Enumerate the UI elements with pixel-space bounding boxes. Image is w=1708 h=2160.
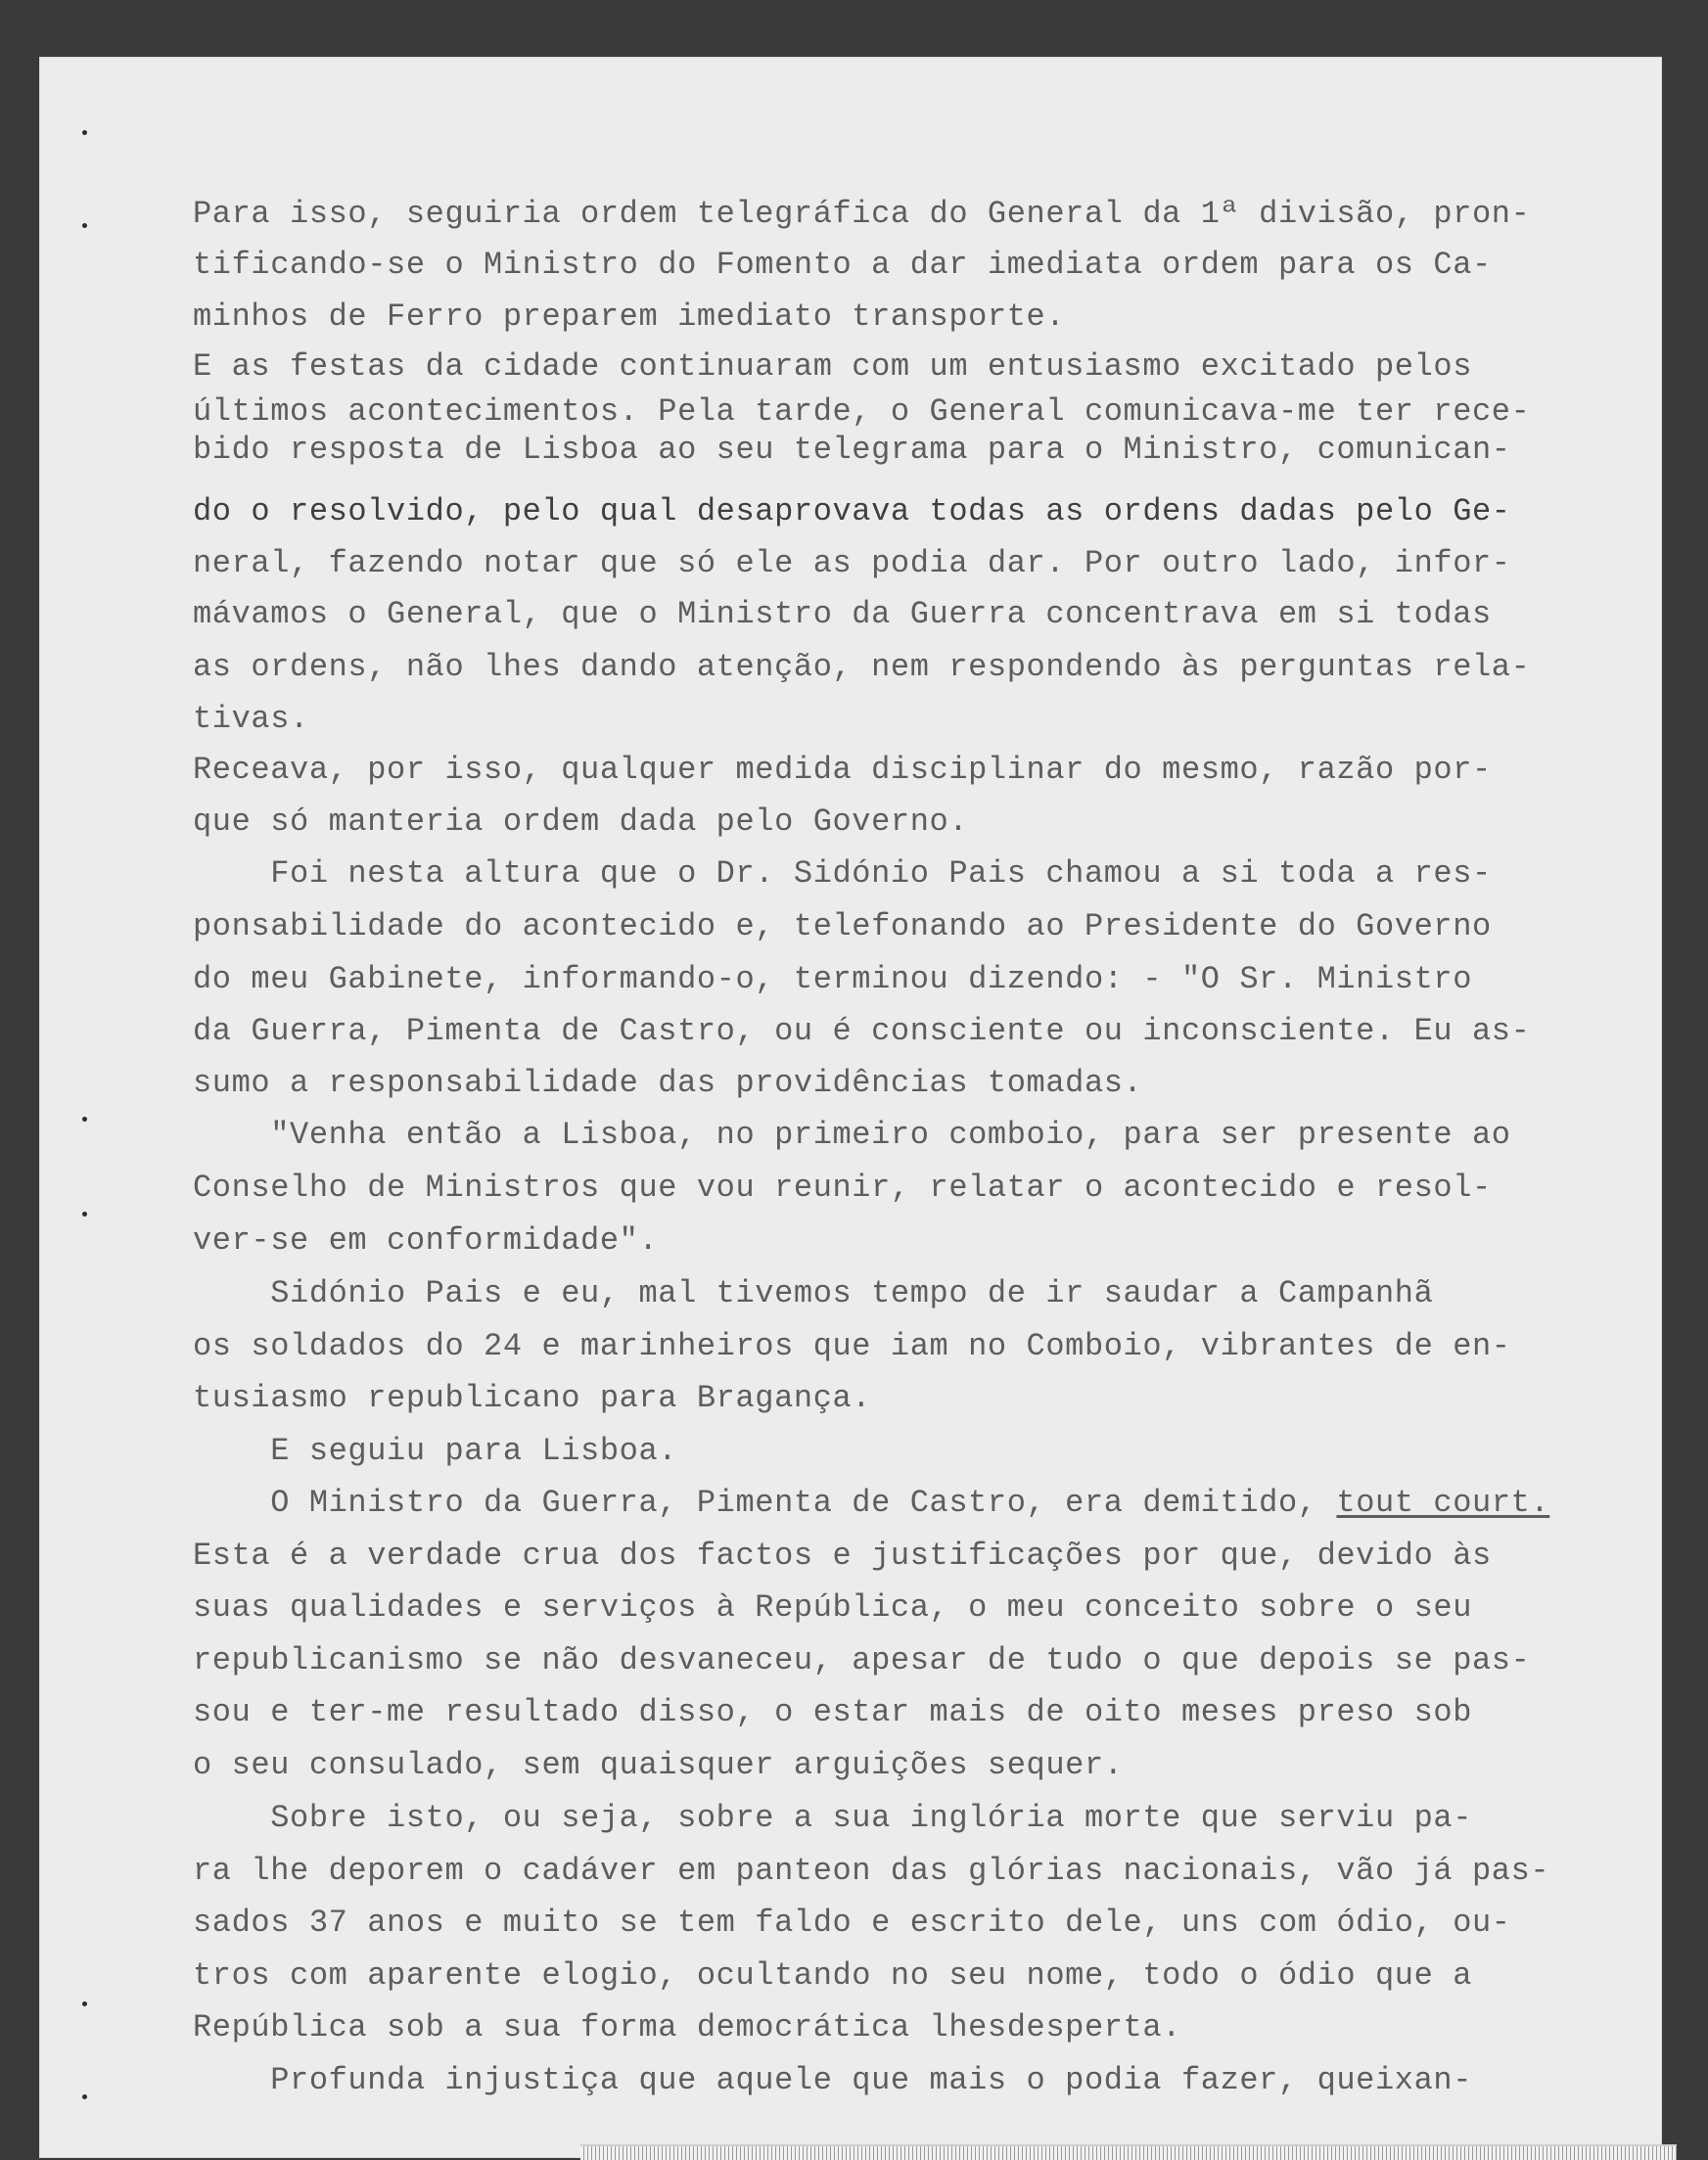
text-line: minhos de Ferro preparem imediato transporte. bbox=[193, 299, 1066, 335]
text-line: últimos acontecimentos. Pela tarde, o General comunicava-me ter rece- bbox=[193, 393, 1531, 430]
text-line: tros com aparente elogio, ocultando no seu nome, todo o ódio que a bbox=[193, 1957, 1473, 1994]
punch-hole-mark bbox=[82, 130, 87, 135]
text-line: Conselho de Ministros que vou reunir, relatar o acontecido e resol- bbox=[193, 1170, 1492, 1206]
text-line: E seguiu para Lisboa. bbox=[193, 1433, 678, 1469]
text-line-with-underline bbox=[193, 1484, 1549, 1523]
text-line: ra lhe deporem o cadáver em panteon das glórias nacionais, vão já pas- bbox=[193, 1853, 1550, 1889]
text-line: "Venha então a Lisboa, no primeiro comboio, para ser presente ao bbox=[193, 1117, 1511, 1153]
text-line: suas qualidades e serviços à República, o meu conceito sobre o seu bbox=[193, 1589, 1473, 1626]
text-line: ponsabilidade do acontecido e, telefonando ao Presidente do Governo bbox=[193, 908, 1492, 944]
text-line: Sobre isto, ou seja, sobre a sua inglória morte que serviu pa- bbox=[193, 1800, 1473, 1836]
text-line: bido resposta de Lisboa ao seu telegrama para o Ministro, comunican- bbox=[193, 432, 1511, 468]
text-line: do meu Gabinete, informando-o, terminou dizendo: - "O Sr. Ministro bbox=[193, 961, 1473, 997]
text-line: tivas. bbox=[193, 701, 309, 737]
text-line: Esta é a verdade crua dos factos e justificações por que, devido às bbox=[193, 1538, 1492, 1574]
text-line: Para isso, seguiria ordem telegráfica do General da 1ª divisão, pron- bbox=[193, 196, 1531, 232]
text-line: sados 37 anos e muito se tem faldo e escrito dele, uns com ódio, ou- bbox=[193, 1905, 1511, 1941]
text-line: sou e ter-me resultado disso, o estar mais de oito meses preso sob bbox=[193, 1694, 1473, 1730]
text-line: Receava, por isso, qualquer medida disciplinar do mesmo, razão por- bbox=[193, 752, 1492, 788]
text-line: republicanismo se não desvaneceu, apesar de tudo o que depois se pas- bbox=[193, 1642, 1531, 1678]
text-line: E as festas da cidade continuaram com um entusiasmo excitado pelos bbox=[193, 348, 1473, 385]
text-line: Foi nesta altura que o Dr. Sidónio Pais chamou a si toda a res- bbox=[193, 855, 1492, 892]
text-line: do o resolvido, pelo qual desaprovava todas as ordens dadas pelo Ge- bbox=[193, 493, 1511, 529]
text-line: que só manteria ordem dada pelo Governo. bbox=[193, 804, 969, 840]
punch-hole-mark bbox=[82, 2001, 87, 2006]
text-line-segment: O Ministro da Guerra, Pimenta de Castro, era demitido, bbox=[193, 1485, 1317, 1521]
text-line: Sidónio Pais e eu, mal tivemos tempo de ir saudar a Campanhã bbox=[193, 1275, 1434, 1311]
punch-hole-mark bbox=[82, 1117, 87, 1122]
punch-hole-mark bbox=[82, 2094, 87, 2099]
text-line: Profunda injustiça que aquele que mais o podia fazer, queixan- bbox=[193, 2062, 1473, 2098]
text-line: tusiasmo republicano para Bragança. bbox=[193, 1380, 872, 1416]
text-line: ver-se em conformidade". bbox=[193, 1222, 659, 1259]
text-line: neral, fazendo notar que só ele as podia dar. Por outro lado, infor- bbox=[193, 545, 1511, 581]
punch-hole-mark bbox=[82, 1212, 87, 1217]
text-line: os soldados do 24 e marinheiros que iam no Comboio, vibrantes de en- bbox=[193, 1328, 1511, 1364]
text-line: sumo a responsabilidade das providências tomadas. bbox=[193, 1065, 1143, 1101]
text-line: da Guerra, Pimenta de Castro, ou é consciente ou inconsciente. Eu as- bbox=[193, 1013, 1531, 1049]
punch-hole-mark bbox=[82, 223, 87, 228]
text-line: o seu consulado, sem quaisquer arguições sequer. bbox=[193, 1747, 1124, 1783]
text-line: República sob a sua forma democrática lhesdesperta. bbox=[193, 2009, 1181, 2045]
text-line: mávamos o General, que o Ministro da Guerra concentrava em si todas bbox=[193, 596, 1492, 632]
text-line: tificando-se o Ministro do Fomento a dar imediata ordem para os Ca- bbox=[193, 247, 1492, 283]
underlined-phrase: tout court. bbox=[1336, 1485, 1550, 1521]
text-line: as ordens, não lhes dando atenção, nem respondendo às perguntas rela- bbox=[193, 649, 1531, 685]
